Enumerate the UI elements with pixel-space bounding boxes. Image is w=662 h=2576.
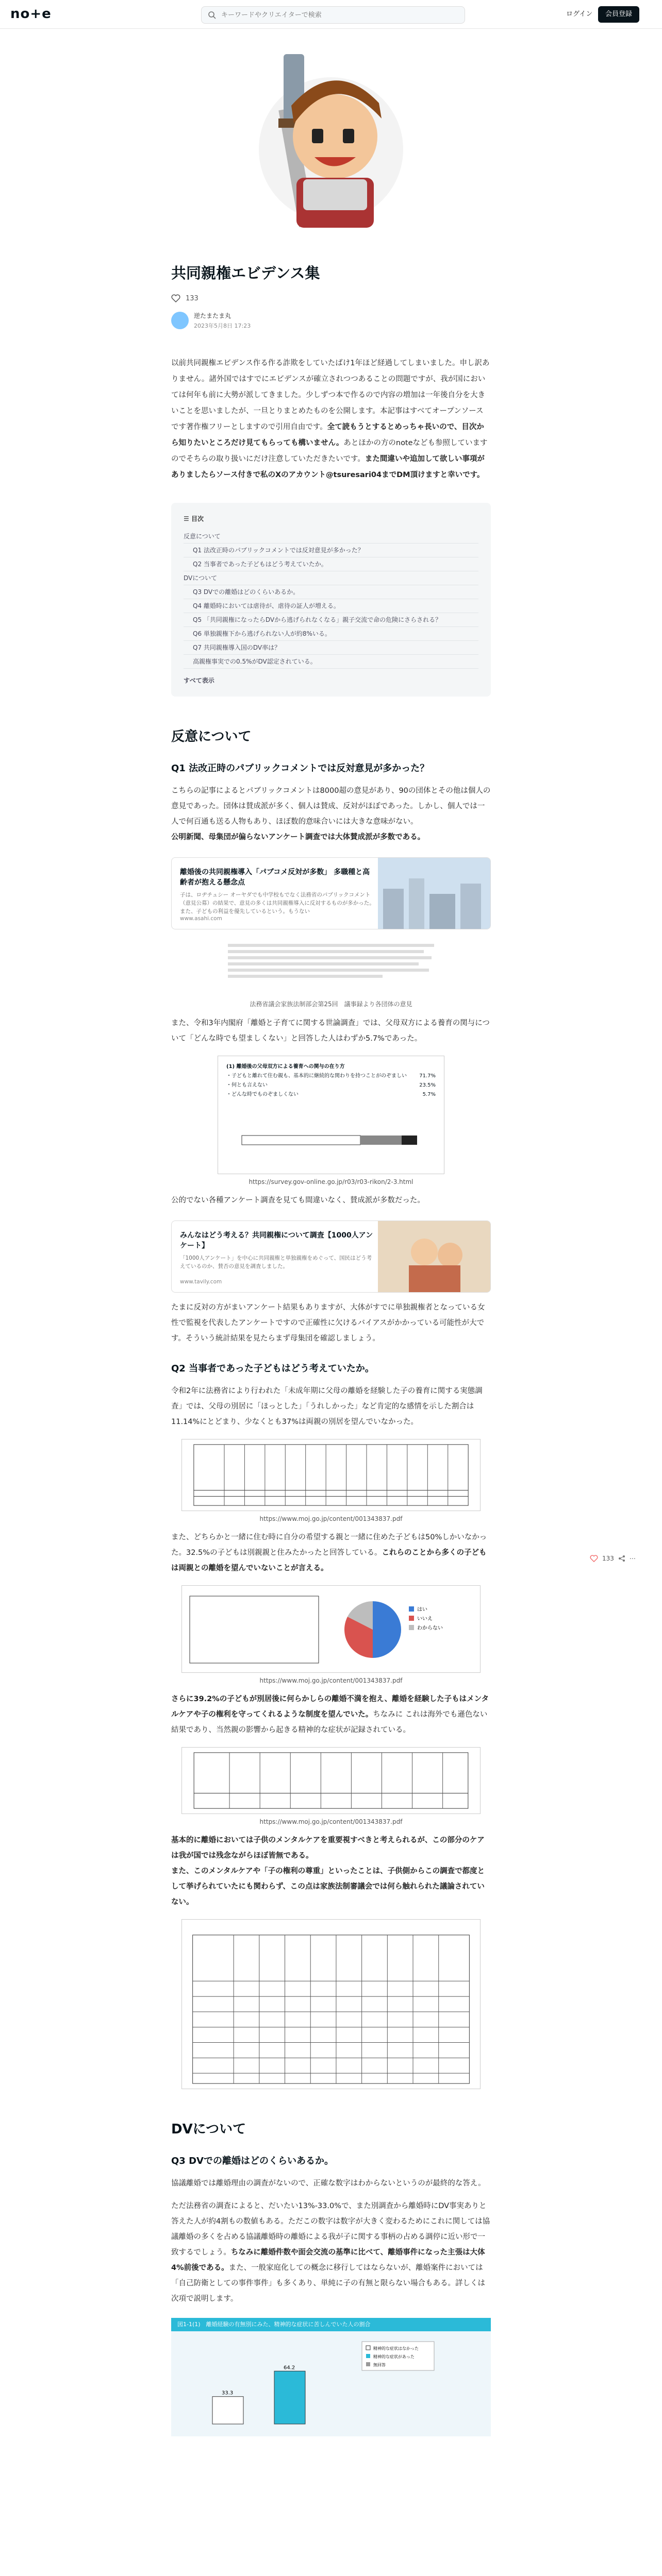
table-figure <box>181 1439 481 1511</box>
data-label: 64.2 <box>284 2365 295 2371</box>
intro-paragraph <box>171 355 491 483</box>
dv-figure <box>171 2318 491 2436</box>
question-heading: Q2 当事者であった子どもはどう考えていたか。 <box>171 1363 374 1374</box>
paragraph: たまに反対の方がまいアンケート結果もありますが、大体がすでに単独親権者となっている女性で監視を代表したアンケートですので正確性に欠けるバイアスがかかっている可能性が大です。そういう統計結果を見たらまず母集団を確認しましょう。 <box>171 1303 485 1343</box>
intro-text-2: 全て読もうとするとめっちゃ長いので、目次から知りたいところだけ見てもらっても構いません。 <box>171 423 484 447</box>
toc-item[interactable]: Q2 当事者であった子どもはどう考えていたか。 <box>184 557 478 571</box>
author-name[interactable]: 逆たまたま丸 <box>194 312 231 319</box>
floating-like-bar <box>590 1553 647 1564</box>
survey-table-title: (1) 離婚後の父母双方による養育への関与の在り方 <box>226 1064 345 1070</box>
survey-row: ・何とも言えない 23.5% <box>226 1082 436 1088</box>
article-title: 共同親権エビデンス集 <box>171 264 320 282</box>
data-label: 33.3 <box>222 2390 234 2396</box>
survey-figure <box>218 1056 444 1174</box>
table-of-contents <box>171 503 491 697</box>
toc-item[interactable]: Q5 「共同親権になったらDVから逃げられなくなる」親子交流で命の危険にさらされる？ <box>184 613 478 627</box>
search-icon <box>208 11 216 19</box>
paragraph: また、どちらかと一緒に住む時に自分の希望する親と一緒に住めた子どもは50%しかいなかった。32.5%の子どもは別親親と住みたかったと回答している。これらのことから多くの子どもは両親との離婚を望んでいないことが言える。 <box>171 1533 487 1572</box>
legend-label: 精神的な症状はなかった <box>373 2346 419 2351</box>
share-icon[interactable] <box>618 1555 625 1562</box>
figure-title: 図1-1(1) 離婚経験の有無別にみた、精神的な症状に苦しんでいた人の割合 <box>171 2318 491 2331</box>
intro-text-1: 以前共同親権エビデンス作る作る詐欺をしていたばけ1年ほど経過してしまいました。申し訳ありません。諸外国ではすでにエビデンスが確立されつつあることの問題ですが、我が国においては何年も前に大勢が派してきました。少しずつ本で作るので内容の増加は一年後自分を大きいことを思いましたが、一旦とりまとめたものを公開します。本記事はすべてオープンソースです著作権フリーとしますので引用自由です。 <box>171 359 490 431</box>
survey-row: ・どんな時でものぞましくない 5.7% <box>226 1092 436 1097</box>
table-figure <box>181 1919 481 2089</box>
link-card-description: 子は、ロヂチュシー オーヤダでも中学校もでなく法務省のパブリックコメント（意見公募）の結果で、意見の多くは共同親権導入に反対するものが多かった。また、子どもの利益を優先しているという。もうない <box>180 892 375 914</box>
toc-item[interactable]: Q7 共同親権導入国のDV率は？ <box>184 641 478 655</box>
site-header <box>0 0 662 29</box>
toc-heading[interactable]: ☰ 目次 <box>184 515 204 522</box>
legend-swatch <box>409 1606 414 1612</box>
toc-item[interactable]: 高親権事実での0.5%がDV認定されている。 <box>184 655 478 669</box>
legend-swatch <box>409 1625 414 1630</box>
toc-item[interactable]: DVについて <box>184 571 478 585</box>
bars <box>212 2371 305 2424</box>
intro-text-4: また間違いや追加して欲しい事項がありましたらソース付きで私のXのアカウント@tsuresari04までDM頂けますと幸いです。 <box>171 455 485 479</box>
table-figure <box>181 1747 481 1814</box>
image-caption[interactable]: https://www.moj.go.jp/content/001343837.pdf <box>259 1677 403 1684</box>
note-logo[interactable]: no+e <box>10 6 52 22</box>
paragraph: こちらの記事によるとパブリックコメントは8000超の意見があり、90の団体とその他は個人の意見であった。団体は賛成派が多く、個人は賛成、反対がほぼであった。しかし、個人では一人で何百通も送る人物もあり、ほぼ数的意味合いには大きな意味がない。 公明新聞、母集団が偏らないアンケート調査では大体賛成派が多数である。 <box>171 787 491 841</box>
pie-figure <box>181 1585 481 1673</box>
legend-label: わからない <box>417 1625 443 1631</box>
author-block[interactable] <box>171 310 491 331</box>
image-caption[interactable]: https://www.moj.go.jp/content/001343837.pdf <box>259 1515 403 1522</box>
signup-button[interactable]: 会員登録 <box>598 6 639 23</box>
toc-item[interactable]: Q1 法改正時のパブリックコメントでは反対意見が多かった？ <box>184 544 478 557</box>
link-card-title[interactable]: みんなはどう考える？共同親権について調査【1000人アンケート】 <box>180 1231 373 1250</box>
toc-show-all-button[interactable]: すべて表示 <box>184 677 214 684</box>
question-heading: Q3 DVでの離婚はどのくらいあるか。 <box>171 2156 334 2166</box>
image-caption[interactable]: https://survey.gov-online.go.jp/r03/r03-rikon/2-3.html <box>249 1178 413 1185</box>
legend-swatch <box>409 1616 414 1621</box>
heart-icon[interactable] <box>171 294 180 302</box>
legend-label: いいえ <box>417 1616 433 1622</box>
legend-label: 無回答 <box>373 2363 386 2367</box>
toc-item[interactable]: Q6 単独親権下から逃げられない人が約8%いる。 <box>184 627 478 641</box>
paragraph: また、令和3年内閣府「離婚と子育てに関する世論調査」では、父母双方による養育の関与について「どんな時でも望ましくない」と回答した人はわずか5.7%であった。 <box>171 1019 490 1043</box>
pie-slice <box>373 1601 401 1658</box>
link-card-thumbnail <box>378 1221 490 1293</box>
heart-icon[interactable] <box>590 1555 598 1562</box>
like-count: 133 <box>186 294 198 302</box>
survey-bar-chart <box>226 1115 433 1156</box>
question-heading: Q1 法改正時のパブリックコメントでは反対意見が多かった？ <box>171 763 429 774</box>
hero-illustration <box>165 46 497 228</box>
bar <box>212 2397 243 2424</box>
pie-chart <box>182 1586 480 1672</box>
toc-item[interactable]: Q4 離婚時においては虐待が、虐待の証人が増える。 <box>184 599 478 613</box>
login-button[interactable]: ログイン <box>566 10 593 18</box>
link-card-title[interactable]: 離婚後の共同親権導入「パブコメ反対が多数」 多職種と高齢者が抱える懸念点 <box>180 868 370 887</box>
post-date: 2023年5月8日 17:23 <box>194 323 251 329</box>
section-heading: DVについて <box>171 2122 246 2137</box>
paragraph: 公的でない各種アンケート調査を見ても間違いなく、賛成派が多数だった。 <box>171 1196 425 1205</box>
section-heading: 反意について <box>171 729 252 744</box>
survey-row: ・子どもと離れて住む親も、基本的に継続的な関わりを持つことがのぞましい 71.7% <box>226 1073 436 1079</box>
dv-bar-chart <box>171 2331 491 2434</box>
paragraph: さらに39.2%の子どもが別居後に何らかしらの離婚不満を抱え、離婚を経験した子もはメンタルケアや子の権利を守ってくれるような制度を望んでいた。ちなみに これは海外でも遜色ない結果であり、当然親の影響から起きる精神的な症状が記録されている。 <box>171 1695 489 1734</box>
like-count: 133 <box>602 1555 614 1562</box>
link-card-thumbnail <box>378 858 490 929</box>
paragraph: ただ法務省の調査によると、だいたい13%-33.0%で、また別調査から離婚時にDV事実ありと答えた人が約4割もの数値もある。ただこの数字は数字が大きく変わるためにこれに関しては協議離婚の多くを占める協議離婚時の離婚による我が子に関する事柄の占める調停に近い形で一致するでしょう。ちなみに離婚件数や面会交流の基準に比べて、離婚事件になった主張は大体4%前後である。また、一般家庭化しての概念に移行してはならないが、離婚案件においては「自己防衛としての事件事件」も多くあり、単純に子の有無と限らない場合もある。詳しくは次項で説明します。 <box>171 2202 490 2303</box>
link-card-url[interactable]: www.tavily.com <box>180 1279 222 1285</box>
avatar[interactable] <box>171 312 189 329</box>
link-card-description: 「1000人アンケート」を中心に共同親権と単独親権をめぐって、国民はどう考えているのか、賛否の意見を調査しました。 <box>180 1255 372 1269</box>
toc-item[interactable]: 反意について <box>184 530 478 544</box>
more-icon[interactable]: ⋯ <box>629 1555 636 1562</box>
like-row <box>171 293 491 304</box>
paragraph: 協議離婚では離婚理由の調査がないので、正確な数字はわからないというのが最終的な答え。 <box>171 2179 486 2188</box>
link-card[interactable] <box>171 1221 491 1293</box>
bar <box>274 2371 305 2424</box>
toc-item[interactable]: Q3 DVでの離婚はどのくらいあるか。 <box>184 585 478 599</box>
pie-slices <box>344 1601 401 1658</box>
link-card[interactable] <box>171 857 491 929</box>
article-body <box>171 263 491 2436</box>
paragraph: 基本的に離婚においては子供のメンタルケアを重要視すべきと考えられるが、この部分のケアは我が国では残念ながらほぼ皆無である。 また、このメンタルケアや「子の権利の尊重」といったことは、子供側からこの調査で都度として挙げられていたにも関わらず、この点は家族法制審議会では何ら触れられた議論されていない。 <box>171 1836 485 1906</box>
committee-quote-image <box>218 939 444 995</box>
image-caption[interactable]: https://www.moj.go.jp/content/001343837.pdf <box>259 1818 403 1825</box>
legend-label: 精神的な症状があった <box>373 2354 415 2359</box>
link-card-url[interactable]: www.asahi.com <box>180 916 222 922</box>
paragraph: 令和2年に法務省により行われた「未成年期に父母の離婚を経験した子の養育に関する実態調査」では、父母の別居に「ほっとした」「うれしかった」など肯定的な感情を示した割合は11.14%にとどまり、少なくとも37%は両親の別居を望んでいなかった。 <box>171 1387 483 1426</box>
legend-label: はい <box>417 1607 427 1613</box>
intro-text-3: あとほかの方のnoteなども参照していますのでそちらの取り扱いにだけ注意していただきたいです。 <box>171 439 488 463</box>
search-box[interactable] <box>201 6 465 24</box>
search-input[interactable] <box>221 7 458 23</box>
image-caption: 法務省議会家族法制部会第25回 議事録より各団体の意見 <box>250 1001 412 1008</box>
